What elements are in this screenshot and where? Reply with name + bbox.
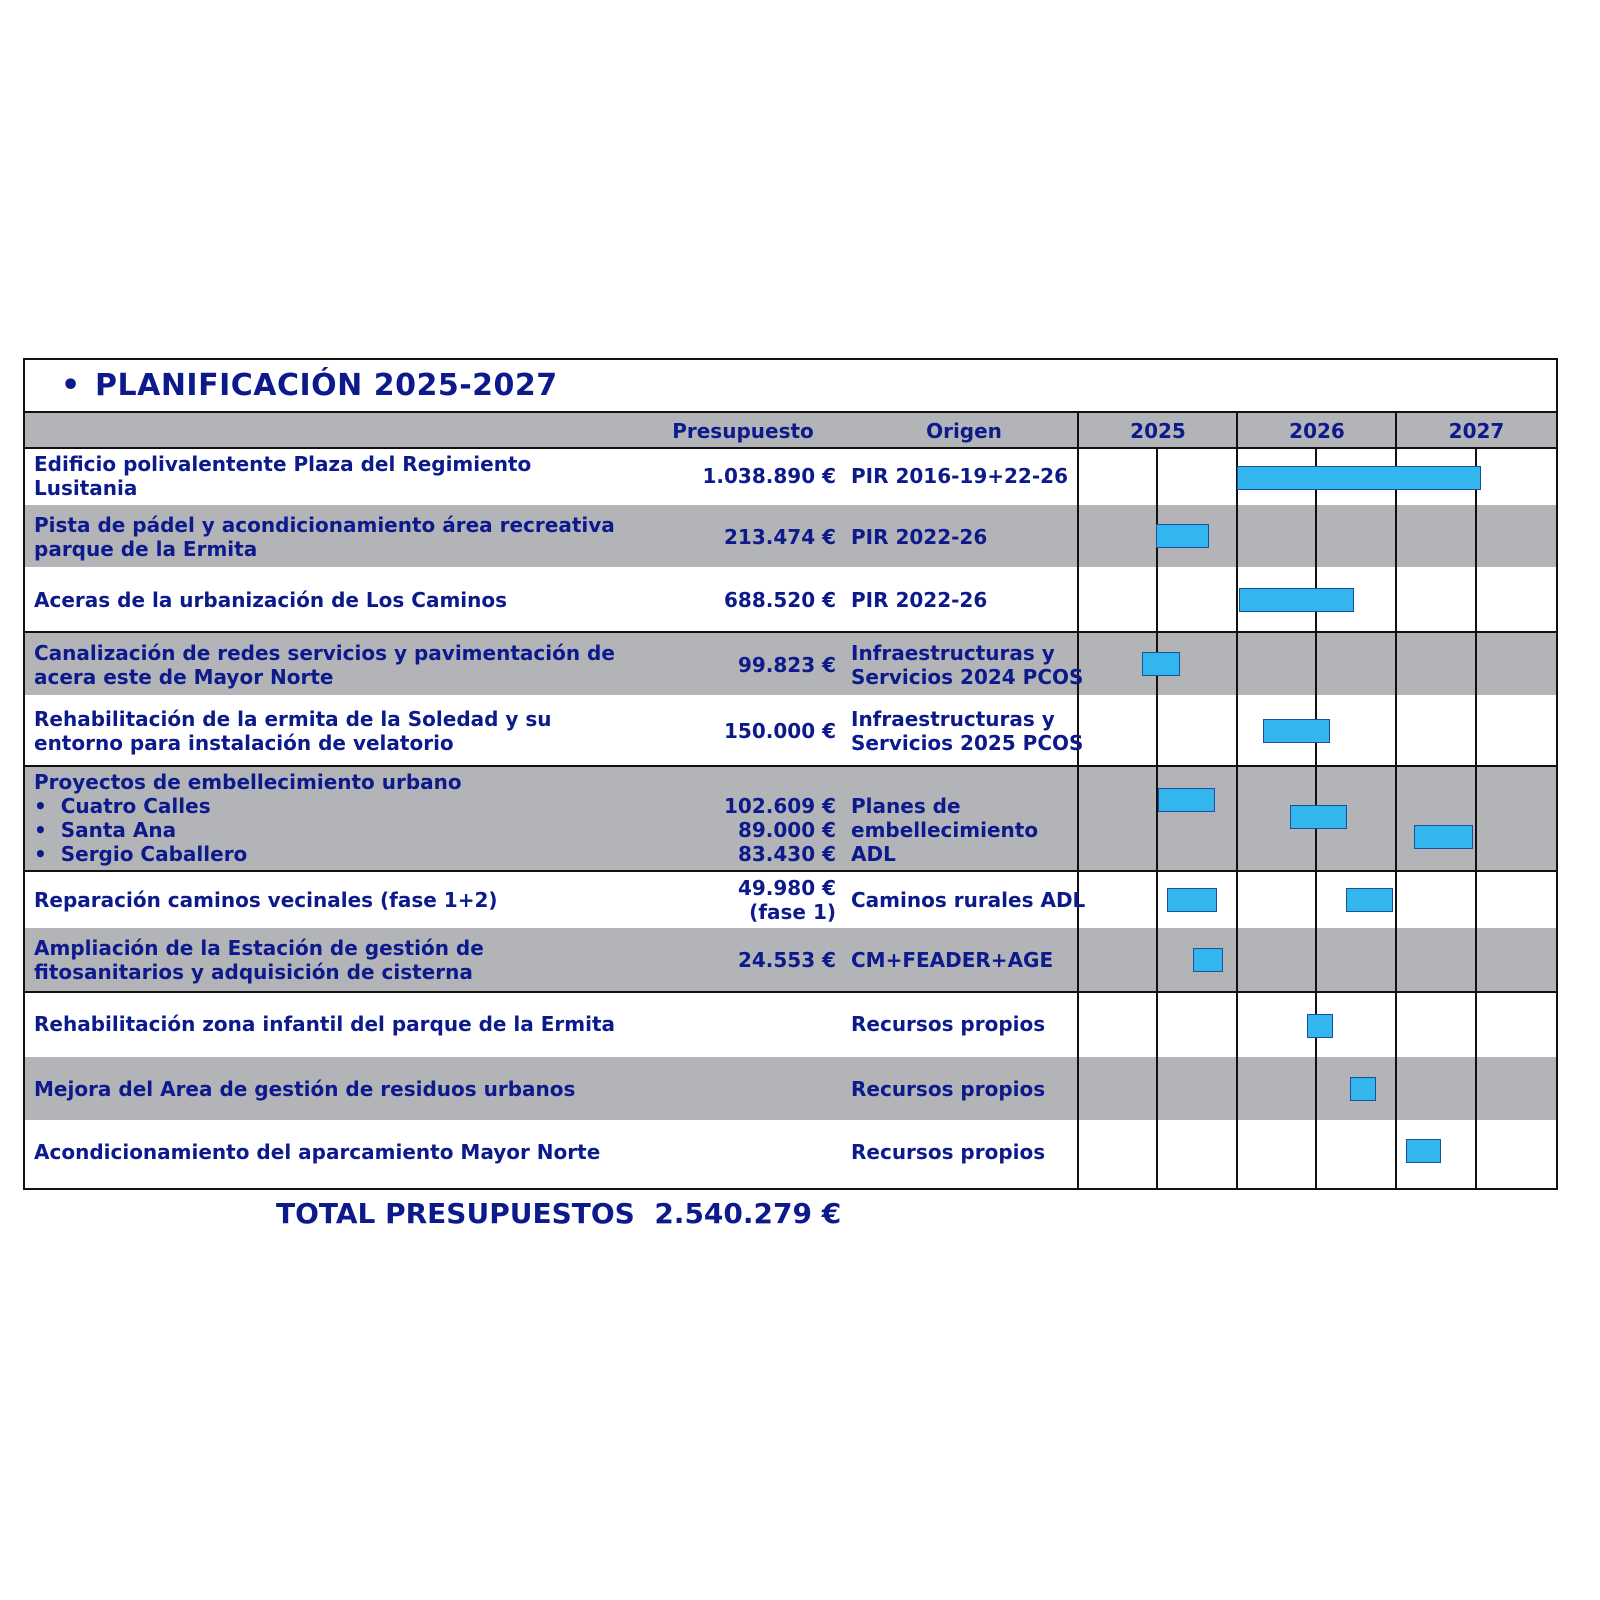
row-10-item: Acondicionamiento del aparcamiento Mayor Norte bbox=[34, 1140, 601, 1164]
gantt-bar-row-5-sub-1 bbox=[1290, 805, 1347, 829]
gantt-bar-row-10 bbox=[1406, 1139, 1441, 1163]
row-0-origin: PIR 2016-19+22-26 bbox=[851, 464, 1068, 488]
row-6-budget: 49.980 € (fase 1) bbox=[625, 876, 836, 924]
title-bullet: • bbox=[61, 368, 81, 403]
row-5-origin: Planes de embellecimiento ADL bbox=[851, 794, 1039, 866]
page-title: PLANIFICACIÓN 2025-2027 bbox=[95, 368, 558, 403]
row-5-sub-2: • Sergio Caballero bbox=[34, 842, 248, 866]
header-year-2026: 2026 bbox=[1289, 419, 1345, 443]
row-4-budget: 150.000 € bbox=[724, 719, 836, 743]
header-origin: Origen bbox=[926, 419, 1002, 443]
row-0-budget: 1.038.890 € bbox=[702, 464, 836, 488]
row-6-budget-note: (fase 1) bbox=[749, 900, 836, 924]
gantt-bar-row-2 bbox=[1239, 588, 1354, 612]
header-budget: Presupuesto bbox=[672, 419, 814, 443]
row-3-origin: Infraestructuras y Servicios 2024 PCOS bbox=[851, 641, 1084, 689]
gantt-bar-row-5-sub-2 bbox=[1414, 825, 1473, 849]
gantt-bar-row-6 bbox=[1346, 888, 1394, 912]
row-6-item: Reparación caminos vecinales (fase 1+2) bbox=[34, 888, 498, 912]
gantt-bar-row-7 bbox=[1193, 948, 1223, 972]
row-5-sub-budget-2: 83.430 € bbox=[737, 842, 836, 866]
row-8-item: Rehabilitación zona infantil del parque de la Ermita bbox=[34, 1012, 616, 1036]
planning-table bbox=[23, 358, 1558, 1190]
row-5-sub-0: • Cuatro Calles bbox=[34, 794, 211, 818]
total-value: 2.540.279 € bbox=[654, 1197, 842, 1230]
row-3-budget: 99.823 € bbox=[737, 653, 836, 677]
row-1-item: Pista de pádel y acondicionamiento área recreativa parque de la Ermita bbox=[34, 513, 615, 561]
row-3-item: Canalización de redes servicios y pavimentación de acera este de Mayor Norte bbox=[34, 641, 615, 689]
row-4-origin: Infraestructuras y Servicios 2025 PCOS bbox=[851, 707, 1084, 755]
gantt-bar-row-4 bbox=[1263, 719, 1330, 743]
gantt-bar-row-5-sub-0 bbox=[1158, 788, 1215, 812]
gantt-bar-row-1 bbox=[1156, 524, 1209, 548]
row-7-budget: 24.553 € bbox=[737, 948, 836, 972]
row-2-origin: PIR 2022-26 bbox=[851, 588, 988, 612]
row-0-item: Edificio polivalentente Plaza del Regimiento Lusitania bbox=[34, 452, 532, 500]
total-budget bbox=[276, 1197, 841, 1230]
gantt-bar-row-8 bbox=[1307, 1014, 1332, 1038]
row-4-item: Rehabilitación de la ermita de la Soledad y su entorno para instalación de velatorio bbox=[34, 707, 552, 755]
total-label: TOTAL PRESUPUESTOS bbox=[276, 1197, 635, 1230]
gantt-bar-row-0 bbox=[1237, 466, 1481, 490]
row-9-origin: Recursos propios bbox=[851, 1077, 1046, 1101]
row-5-sub-budget-1: 89.000 € bbox=[737, 818, 836, 842]
row-5-title: Proyectos de embellecimiento urbano bbox=[34, 770, 462, 794]
row-2-budget: 688.520 € bbox=[724, 588, 836, 612]
gantt-bar-row-9 bbox=[1350, 1077, 1375, 1101]
row-8-origin: Recursos propios bbox=[851, 1012, 1046, 1036]
gantt-bar-row-6 bbox=[1167, 888, 1216, 912]
row-1-budget: 213.474 € bbox=[724, 525, 836, 549]
row-5-sub-1: • Santa Ana bbox=[34, 818, 177, 842]
row-5-sub-budget-0: 102.609 € bbox=[724, 794, 836, 818]
row-7-item: Ampliación de la Estación de gestión de fitosanitarios y adquisición de cisterna bbox=[34, 936, 484, 984]
row-1-origin: PIR 2022-26 bbox=[851, 525, 988, 549]
row-2-item: Aceras de la urbanización de Los Caminos bbox=[34, 588, 508, 612]
header-year-2025: 2025 bbox=[1130, 419, 1186, 443]
gantt-bar-row-3 bbox=[1142, 652, 1180, 676]
header-year-2027: 2027 bbox=[1448, 419, 1505, 443]
row-6-origin: Caminos rurales ADL bbox=[851, 888, 1086, 912]
row-7-origin: CM+FEADER+AGE bbox=[851, 948, 1054, 972]
gantt-chart bbox=[25, 360, 1556, 1188]
row-9-item: Mejora del Area de gestión de residuos urbanos bbox=[34, 1077, 576, 1101]
row-10-origin: Recursos propios bbox=[851, 1140, 1046, 1164]
